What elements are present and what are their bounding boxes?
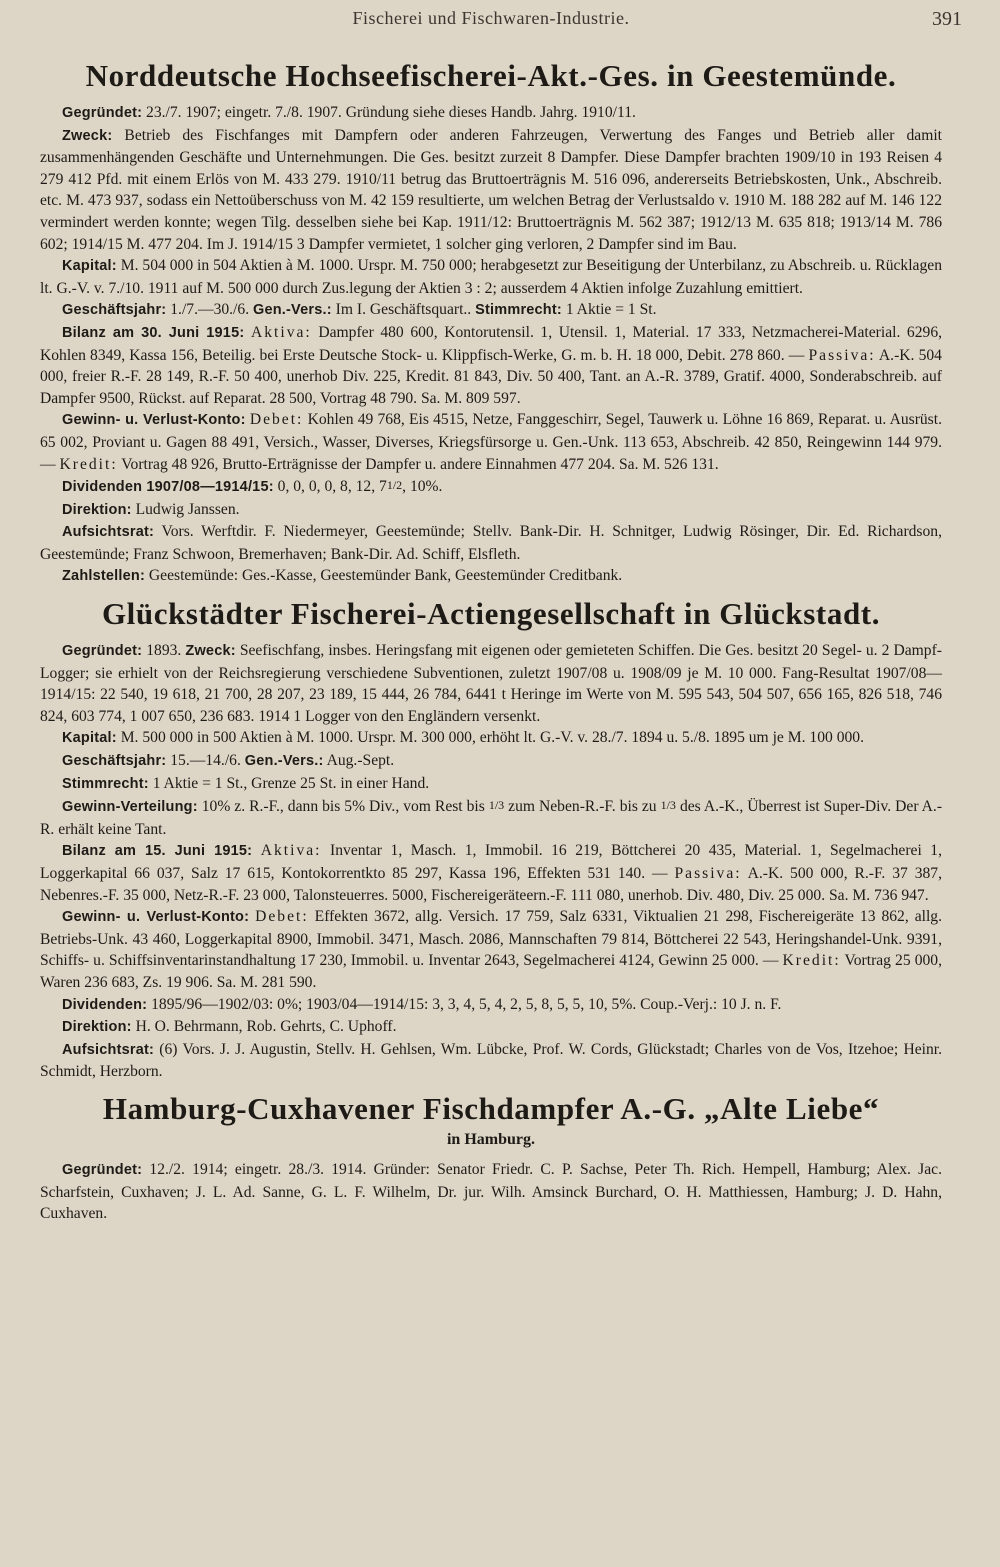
debet-label: Debet: xyxy=(255,908,309,926)
bilanz-paragraph xyxy=(40,322,942,409)
genvers-text: Aug.-Sept. xyxy=(326,752,395,770)
direktion-paragraph xyxy=(40,499,942,522)
passiva-text: A.-K. 504 000, freier R.-F. 28 149, R.-F. 50 400, unerhob Div. 225, Kredit. 81 843, Div. 50 400, Tant. an A.-R. 3789, Gratif. 4000, Sonderabschreib. auf Dampfer 9500, Rückst. auf Reparat. 28 500, Vortrag 48 790. Sa. M. 809 597. xyxy=(40,346,942,407)
dividenden-paragraph xyxy=(40,475,942,499)
company-title: Hamburg-Cuxhavener Fischdampfer A.-G. „Alte Liebe“ xyxy=(102,1090,880,1126)
geschaeftsjahr-label: Geschäftsjahr: xyxy=(62,302,167,319)
guv-paragraph xyxy=(40,409,942,475)
company-entry-alte-liebe xyxy=(40,1091,942,1225)
passiva-text: A.-K. 500 000, R.-F. 37 387, Nebenres.-F. 35 000, Netz-R.-F. 23 000, Talonsteuerres. 5000, Fischereigeräteern.-F. 111 080, unerhob. Div. 480, Div. 25 000. Sa. M. 736 947. xyxy=(40,865,942,904)
gegruendet-text: 1893. xyxy=(146,642,182,660)
gegruendet-label: Gegründet: xyxy=(62,105,143,121)
kapital-text: M. 504 000 in 504 Aktien à M. 1000. Urspr. M. 750 000; herabgesetzt zur Beseitigung der Unterbilanz, zu Abschreib. u. Rücklagen lt. G.-V. v. 7./10. 1911 auf M. 500 000 durch Zus.legung der Aktien 3 : 2; ausserdem 4 Aktien infolge Zuzahlung emittiert. xyxy=(40,257,942,297)
kredit-label: Kredit: xyxy=(782,952,841,970)
dividenden-end: , 10%. xyxy=(402,478,443,496)
company-title: Norddeutsche Hochseefischerei-Akt.-Ges. in Geestemünde. xyxy=(85,58,897,93)
kapital-text: M. 500 000 in 500 Aktien à M. 1000. Urspr. M. 300 000, erhöht lt. G.-V. v. 28./7. 1894 u. 5./8. 1895 um je M. 100 000. xyxy=(120,729,864,747)
company-entry-glueckstaedter xyxy=(40,596,942,1083)
zahlstellen-text: Geestemünde: Ges.-Kasse, Geestemünder Bank, Geestemünder Creditbank. xyxy=(148,567,623,585)
debet-text: Kohlen 49 768, Eis 4515, Netze, Fanggeschirr, Segel, Tauwerk u. Löhne 16 869, Reparat. u. Ausrüst. 65 002, Proviant u. Gagen 88 491, Versich., Wasser, Diverses, Kriegsfürsorge u. Gen.-Unk. 113 653, Abschreib. 42 850, Reingewinn 144 979. — xyxy=(40,411,942,473)
gegruendet-text: 12./2. 1914; eingetr. 28./3. 1914. Gründer: Senator Friedr. C. P. Sachse, Peter Th. Rich. Hempell, Hamburg; Alex. Jac. Scharfstein, Cuxhaven; J. L. Ad. Sanne, G. L. F. Wilhelm, Dr. jur. Wilh. Amsinck Burchard, O. H. Matthiessen, Hamburg; J. D. Hahn, Cuxhaven. xyxy=(40,1160,942,1223)
aufsichtsrat-text: (6) Vors. J. J. Augustin, Stellv. H. Gehlsen, Wm. Lübcke, Prof. W. Cords, Glückstadt; Charles von de Vos, Itzehoe; Heinr. Schmidt, Herzborn. xyxy=(40,1040,942,1081)
guv-paragraph xyxy=(40,906,942,993)
direktion-text: H. O. Behrmann, Rob. Gehrts, C. Uphoff. xyxy=(135,1018,397,1036)
aufsichtsrat-label: Aufsichtsrat: xyxy=(62,1041,155,1058)
stimmrecht-text: 1 Aktie = 1 St., Grenze 25 St. in einer Hand. xyxy=(152,774,430,792)
stimmrecht-label: Stimmrecht: xyxy=(62,775,149,792)
zweck-text: Betrieb des Fischfanges mit Dampfern oder anderen Fahrzeugen, Verwertung des Fanges und Betrieb aller damit zusammenhängenden Geschäfte und Unternehmungen. Die Ges. besitzt zurzeit 8 Dampfer. Diese Dampfer brachten 1909/10 in 193 Reisen 4 279 412 Pfd. mit einem Erlös von M. 433 279. 1910/11 betrug das Bruttoerträgnis M. 516 096, andererseits Betriebskosten, Unk., Abschreib. etc. M. 473 937, sodass ein Nettoüberschuss von M. 42 159 resultierte, um welchen Betrag der Verlustsaldo v. 1910 M. 188 282 auf M. 146 122 vermindert werden konnte; wegen Tilg. desselben siehe bei Kap. 1911/12: Bruttoerträgnis M. 562 387; 1912/13 M. 635 818; 1913/14 M. 786 602; 1914/15 M. 477 204. Im J. 1914/15 3 Dampfer vermietet, 1 solcher ging verloren, 2 Dampfer sind im Bau. xyxy=(40,126,942,253)
direktion-label: Direktion: xyxy=(62,1019,132,1036)
direktion-paragraph xyxy=(40,1016,942,1039)
zweck-paragraph xyxy=(40,125,942,256)
geschaeftsjahr-paragraph xyxy=(40,750,942,773)
zweck-text: Seefischfang, insbes. Heringsfang mit eigenen oder gemieteten Schiffen. Die Ges. besitzt 20 Segel- u. 2 Dampf-Logger; sie erhielt von der Reichsregierung verschiedene Subventionen, zuletzt 1907/08 u. 1908/09 je M. 10 000. Fang-Resultat 1907/08—1914/15: 22 540, 19 618, 21 700, 28 207, 23 189, 15 444, 26 784, 6441 t Heringe im Werte von M. 595 543, 504 507, 656 165, 826 518, 746 824, 603 774, 1 007 650, 236 683. 1914 1 Logger von den Engländern versenkt. xyxy=(40,642,942,725)
kredit-text: Vortrag 25 000, Waren 236 683, Zs. 19 906. Sa. M. 281 590. xyxy=(40,952,942,991)
aufsichtsrat-paragraph xyxy=(40,521,942,565)
aktiva-text: Inventar 1, Masch. 1, Immobil. 16 219, Böttcherei 20 435, Material. 1, Segelmacherei 1, Loggerkapital 66 037, Salz 17 615, Kontokorrentkto 85 297, Kassa 196, Effekten 531 140. — xyxy=(40,842,943,882)
gewinnverteilung-text-2: zum Neben-R.-F. bis zu xyxy=(508,798,657,816)
genvers-text: Im I. Geschäftsquart.. xyxy=(335,301,472,319)
kapital-paragraph xyxy=(40,727,942,750)
kapital-paragraph xyxy=(40,255,942,299)
kredit-label: Kredit: xyxy=(59,455,118,473)
stimmrecht-text: 1 Aktie = 1 St. xyxy=(565,301,657,319)
stimmrecht-label: Stimmrecht: xyxy=(475,302,562,319)
guv-label: Gewinn- u. Verlust-Konto: xyxy=(62,909,250,926)
dividenden-label: Dividenden 1907/08—1914/15: xyxy=(62,479,274,496)
genvers-label: Gen.-Vers.: xyxy=(253,302,332,319)
gewinnverteilung-fraction-1: 1/3 xyxy=(488,798,505,813)
debet-text: Effekten 3672, allg. Versich. 17 759, Salz 6331, Viktualien 21 298, Fischereigeräte 13 862, allg. Betriebs-Unk. 43 460, Loggerkapital 8900, Immobil. 3471, Masch. 2086, Mannschaften 79 814, Böttcherei 22 543, Heringshandel-Unk. 9391, Schiffs- u. Schiffsinventarinstandhaltung 17 230, Immobil. u. Inventar 2643, Segelmacherei 4124, Gewinn 25 000. — xyxy=(40,908,942,970)
company-subtitle: in Hamburg. xyxy=(446,1130,535,1148)
passiva-label: Passiva: xyxy=(674,865,742,882)
geschaeftsjahr-text: 1./7.—30./6. xyxy=(170,301,250,319)
gewinnverteilung-fraction-2: 1/3 xyxy=(660,798,676,813)
kredit-text: Vortrag 48 926, Brutto-Erträgnisse der Dampfer u. andere Einnahmen 477 204. Sa. M. 526 131. xyxy=(121,455,719,473)
bilanz-paragraph xyxy=(40,840,942,906)
passiva-label: Passiva: xyxy=(808,346,876,364)
gewinnverteilung-label: Gewinn-Verteilung: xyxy=(62,799,198,816)
geschaeftsjahr-label: Geschäftsjahr: xyxy=(62,753,167,770)
gewinnverteilung-text-3: des A.-K., Überrest ist Super-Div. Der A.-R. erhält keine Tant. xyxy=(40,798,943,838)
dividenden-paragraph xyxy=(40,994,942,1017)
dividenden-text: 1895/96—1902/03: 0%; 1903/04—1914/15: 3, 3, 4, 5, 4, 2, 5, 8, 5, 5, 10, 5%. Coup.-Verj.: 10 J. n. F. xyxy=(151,995,782,1013)
bilanz-label: Bilanz am 15. Juni 1915: xyxy=(62,843,253,860)
gegruendet-paragraph xyxy=(40,1159,942,1225)
direktion-text: Ludwig Janssen. xyxy=(135,500,240,518)
gegruendet-paragraph xyxy=(40,640,942,727)
direktion-label: Direktion: xyxy=(62,501,132,518)
dividenden-text: 0, 0, 0, 0, 8, 12, 7 xyxy=(277,478,387,496)
gegruendet-paragraph xyxy=(40,102,942,125)
aktiva-label: Aktiva: xyxy=(250,323,312,341)
zweck-label: Zweck: xyxy=(62,127,113,144)
guv-label: Gewinn- u. Verlust-Konto: xyxy=(62,412,246,429)
gegruendet-text: 23./7. 1907; eingetr. 7./8. 1907. Gründung siehe dieses Handb. Jahrg. 1910/11. xyxy=(146,104,636,121)
running-title: Fischerei und Fischwaren-Industrie. xyxy=(352,8,630,28)
gewinnverteilung-paragraph xyxy=(40,795,942,840)
gegruendet-label: Gegründet: xyxy=(62,1161,143,1178)
gewinnverteilung-text-1: 10% z. R.-F., dann bis 5% Div., vom Rest bis xyxy=(201,798,485,816)
stimmrecht-paragraph xyxy=(40,773,942,796)
zahlstellen-label: Zahlstellen: xyxy=(62,568,145,585)
page-number: 391 xyxy=(932,8,962,30)
genvers-label: Gen.-Vers.: xyxy=(244,753,324,770)
zahlstellen-paragraph xyxy=(40,565,942,588)
zweck-label: Zweck: xyxy=(185,643,236,660)
bilanz-label: Bilanz am 30. Juni 1915: xyxy=(62,324,245,341)
aufsichtsrat-paragraph xyxy=(40,1039,942,1083)
aufsichtsrat-label: Aufsichtsrat: xyxy=(62,524,155,541)
geschaeftsjahr-paragraph xyxy=(40,299,942,322)
aktiva-text: Dampfer 480 600, Kontorutensil. 1, Utensil. 1, Material. 17 333, Netzmacherei-Material. 6296, Kohlen 8349, Kassa 156, Beteilig. bei Erste Deutsche Stock- u. Klippfisch-Werke, G. m. b. H. 18 000, Debit. 278 860. — xyxy=(40,323,943,364)
running-header xyxy=(40,0,962,58)
aufsichtsrat-text: Vors. Werftdir. F. Niedermeyer, Geestemünde; Stellv. Bank-Dir. H. Schnitger, Ludwig Rösinger, Dir. Ed. Richardson, Geestemünde; Franz Schwoon, Bremerhaven; Bank-Dir. Ad. Schiff, Elsfleth. xyxy=(40,523,942,563)
dividenden-label: Dividenden: xyxy=(62,996,148,1013)
kapital-label: Kapital: xyxy=(62,258,117,275)
geschaeftsjahr-text: 15.—14./6. xyxy=(170,752,241,770)
aktiva-label: Aktiva: xyxy=(260,842,322,860)
gegruendet-label: Gegründet: xyxy=(62,643,143,660)
company-entry-norddeutsche xyxy=(40,58,942,588)
kapital-label: Kapital: xyxy=(62,730,117,747)
dividenden-fraction: 1/2 xyxy=(386,478,403,493)
company-title: Glückstädter Fischerei-Actiengesellschaft in Glückstadt. xyxy=(101,596,881,632)
debet-label: Debet: xyxy=(249,411,304,429)
